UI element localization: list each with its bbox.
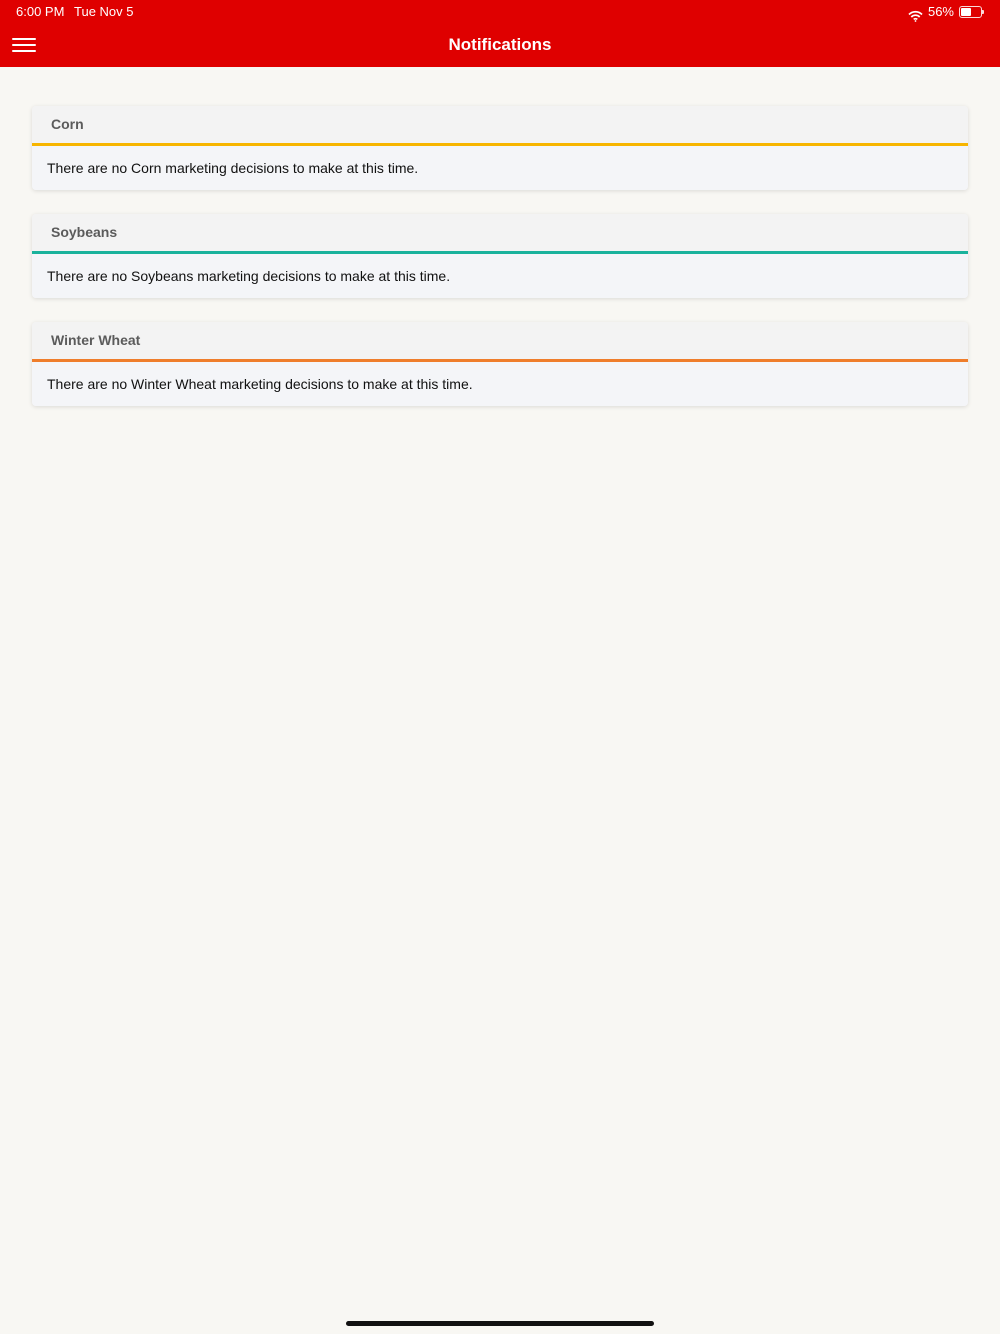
- card-title: Soybeans: [32, 214, 968, 254]
- home-indicator[interactable]: [346, 1321, 654, 1326]
- status-bar: [0, 0, 1000, 24]
- status-time: 6:00 PM: [16, 4, 65, 19]
- status-date: Tue Nov 5: [74, 4, 134, 19]
- status-indicators: [908, 0, 984, 24]
- card-message: There are no Corn marketing decisions to make at this time.: [32, 146, 968, 190]
- notification-card-winter-wheat: [32, 322, 968, 406]
- card-title: Winter Wheat: [32, 322, 968, 362]
- battery-percent: 56%: [927, 4, 954, 19]
- notification-list: [32, 106, 968, 430]
- card-title: Corn: [32, 106, 968, 146]
- card-message: There are no Soybeans marketing decisions to make at this time.: [32, 254, 968, 298]
- card-message: There are no Winter Wheat marketing decisions to make at this time.: [32, 362, 968, 406]
- top-bar: [0, 0, 1000, 67]
- wifi-icon: [908, 6, 923, 18]
- notification-card-soybeans: [32, 214, 968, 298]
- battery-icon: [959, 6, 984, 18]
- page-title: Notifications: [448, 35, 552, 54]
- notification-card-corn: [32, 106, 968, 190]
